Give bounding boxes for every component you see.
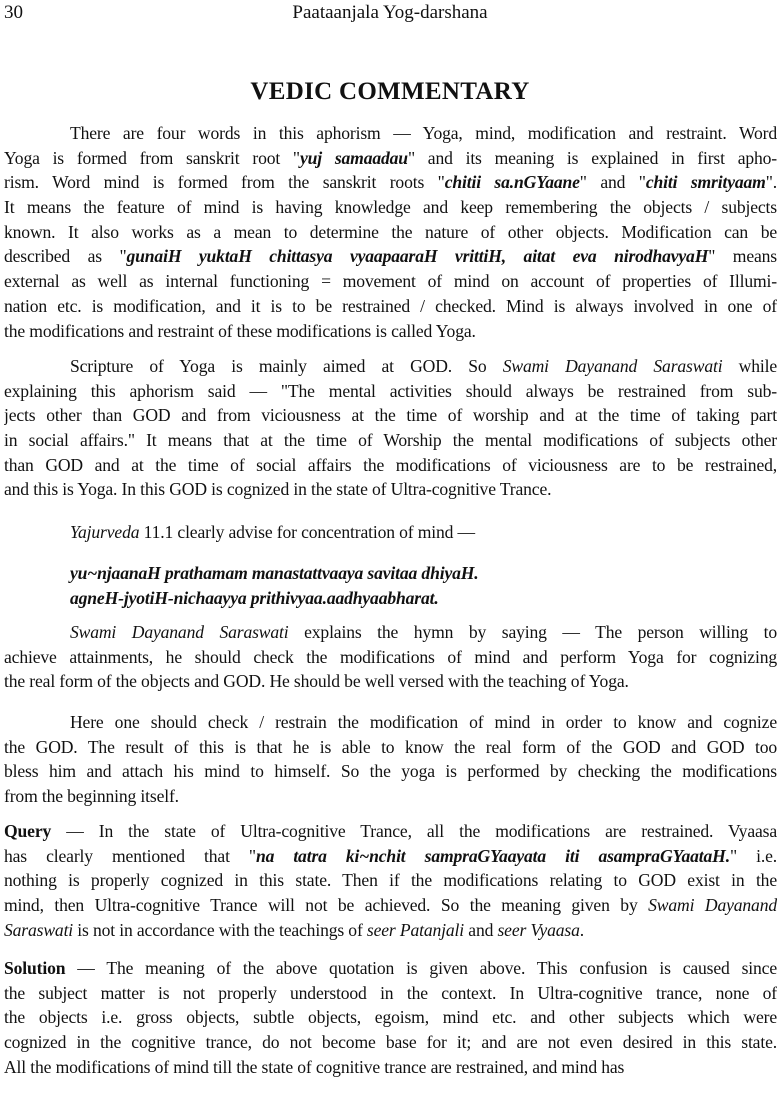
bold-italic-text: yuj samaadau: [299, 147, 408, 168]
text-run: bless him and attach his mind to himself. So the yoga is performed by checking the modifications: [4, 761, 777, 782]
paragraph-here-one: [4, 710, 777, 809]
text-run: nation etc. is modification, and it is to be restrained / checked. Mind is always involved in one of: [4, 295, 777, 316]
text-run: rism. Word mind is formed from the sanskrit roots ": [4, 172, 445, 193]
bold-italic-text: agneH-jyotiH-nichaayya prithivyaa.aadhyaabharat.: [70, 587, 439, 608]
bold-italic-text: chitii sa.nGYaane: [444, 172, 580, 193]
paragraph-query: [4, 819, 777, 942]
text-run: in social affairs." It means that at the time of Worship the mental modifications of subjects other: [4, 430, 777, 451]
text-line: [4, 121, 777, 146]
text-run: described as ": [4, 246, 127, 267]
italic-text: Yajurveda: [70, 522, 140, 542]
text-line: [4, 645, 777, 670]
text-run: Yoga is formed from sanskrit root ": [4, 147, 300, 168]
text-line: [4, 819, 777, 844]
text-run: than GOD and at the time of social affairs the modifications of viciousness are to be restrained,: [4, 454, 777, 475]
text-line: [4, 1005, 777, 1030]
bold-italic-text: gunaiH yuktaH chittasya vyaapaaraH vrittiH, aitat eva nirodhavyaH: [126, 246, 709, 267]
text-line: [4, 956, 777, 981]
text-line: [4, 710, 777, 735]
paragraph-yajurveda: [4, 520, 777, 545]
text-run: is not in accordance with the teachings of: [73, 919, 367, 940]
text-run: — In the state of Ultra-cognitive Trance, all the modifications are restrained. Vyaasa: [51, 821, 777, 841]
italic-text: Swami Dayanand Saraswati: [70, 622, 289, 642]
italic-text: seer Patanjali: [366, 919, 465, 940]
text-line: [4, 520, 777, 545]
italic-text: Saraswati: [4, 919, 74, 940]
text-run: has clearly mentioned that ": [4, 845, 256, 866]
text-run: and this is Yoga. In this GOD is cognized in the state of Ultra-cognitive Trance.: [4, 479, 552, 500]
bold-italic-text: chiti smrityaam: [645, 172, 766, 193]
text-line: [4, 477, 777, 502]
text-run: It means the feature of mind is having knowledge and keep remembering the objects / subjects: [4, 197, 777, 218]
text-line: [4, 319, 777, 344]
text-run: There are four words in this aphorism — Yoga, mind, modification and restraint. Word: [70, 123, 777, 143]
text-line: [4, 354, 777, 379]
paragraph-intro: [4, 121, 777, 343]
text-line: [4, 1030, 777, 1055]
text-run: nothing is properly cognized in this state. Then if the modifications relating to GOD exist in the: [4, 870, 777, 891]
text-run: external as well as internal functioning = movement of mind on account of properties of Illumi-: [4, 271, 777, 292]
text-run: known. It also works as a mean to determine the nature of other objects. Modification can be: [4, 221, 777, 242]
text-line: [4, 379, 777, 404]
page-header: [4, 2, 776, 28]
text-line: [4, 893, 777, 918]
paragraph-swami-explains: [4, 620, 777, 694]
text-run: Scripture of Yoga is mainly aimed at GOD. So: [70, 356, 503, 376]
text-run: cognized in the cognitive trance, do not become base for it; and are not even desired in this state.: [4, 1032, 777, 1053]
italic-text: Swami Dayanand: [648, 895, 777, 916]
paragraph-scripture: [4, 354, 777, 502]
text-line: [4, 669, 777, 694]
text-line: [4, 735, 777, 760]
text-line: [4, 981, 777, 1006]
section-heading: VEDIC COMMENTARY: [250, 78, 530, 105]
text-run: mind, then Ultra-cognitive Trance will not be achieved. So the meaning given by: [4, 895, 649, 916]
running-title: Paataanjala Yog-darshana: [292, 2, 488, 23]
text-line: [4, 403, 777, 428]
paragraph-solution: [4, 956, 777, 1079]
text-run: 11.1 clearly advise for concentration of mind —: [139, 522, 475, 542]
text-line: [4, 453, 777, 478]
bold-italic-text: na tatra ki~nchit sampraGYaayata iti asampraGYaataH.: [255, 845, 730, 866]
text-run: while: [722, 356, 777, 376]
text-run: the objects i.e. gross objects, subtle objects, egoism, mind etc. and other subjects which were: [4, 1007, 777, 1028]
text-line: [4, 294, 777, 319]
text-run: — The meaning of the above quotation is given above. This confusion is caused since: [65, 958, 777, 978]
text-run: ".: [765, 172, 777, 193]
text-line: [4, 1055, 777, 1080]
text-run: All the modifications of mind till the state of cognitive trance are restrained, and mind has: [4, 1056, 625, 1077]
italic-text: seer Vyaasa: [497, 919, 580, 940]
text-run: " and its meaning is explained in first apho-: [407, 147, 777, 168]
text-line: [4, 561, 777, 586]
text-line: [4, 428, 777, 453]
bold-text: Query: [4, 821, 52, 841]
text-line: [4, 759, 777, 784]
text-run: and: [464, 919, 498, 940]
text-run: " means: [708, 246, 777, 267]
text-run: achieve attainments, he should check the modifications of mind and perform Yoga for cognizing: [4, 646, 777, 667]
text-run: the modifications and restraint of these modifications is called Yoga.: [4, 320, 476, 341]
text-run: the subject matter is not properly understood in the context. In Ultra-cognitive trance, none of: [4, 982, 777, 1003]
text-run: the real form of the objects and GOD. He should be well versed with the teaching of Yoga.: [4, 671, 629, 692]
text-line: [4, 244, 777, 269]
verse-block: [4, 561, 777, 610]
text-run: the GOD. The result of this is that he is able to know the real form of the GOD and GOD too: [4, 736, 777, 757]
text-line: [4, 146, 777, 171]
text-line: [4, 220, 777, 245]
text-run: from the beginning itself.: [4, 786, 179, 807]
text-line: [4, 918, 777, 943]
text-line: [4, 868, 777, 893]
text-run: " i.e.: [729, 845, 777, 866]
text-run: jects other than GOD and from viciousness at the time of worship and at the time of taking part: [4, 405, 777, 426]
text-run: explains the hymn by saying — The person willing to: [288, 622, 777, 642]
text-run: .: [579, 919, 584, 940]
text-run: " and ": [579, 172, 646, 193]
bold-text: Solution: [4, 958, 66, 978]
text-run: explaining this aphorism said — "The mental activities should always be restrained from sub-: [4, 380, 777, 401]
page-number: 30: [4, 2, 23, 23]
italic-text: Swami Dayanand Saraswati: [502, 356, 723, 376]
text-line: [4, 586, 777, 611]
text-line: [4, 620, 777, 645]
text-line: [4, 170, 777, 195]
text-line: [4, 844, 777, 869]
bold-italic-text: yu~njaanaH prathamam manastattvaaya savitaa dhiyaH.: [70, 563, 479, 583]
text-line: [4, 784, 777, 809]
text-line: [4, 195, 777, 220]
text-line: [4, 269, 777, 294]
text-run: Here one should check / restrain the modification of mind in order to know and cognize: [70, 712, 777, 732]
